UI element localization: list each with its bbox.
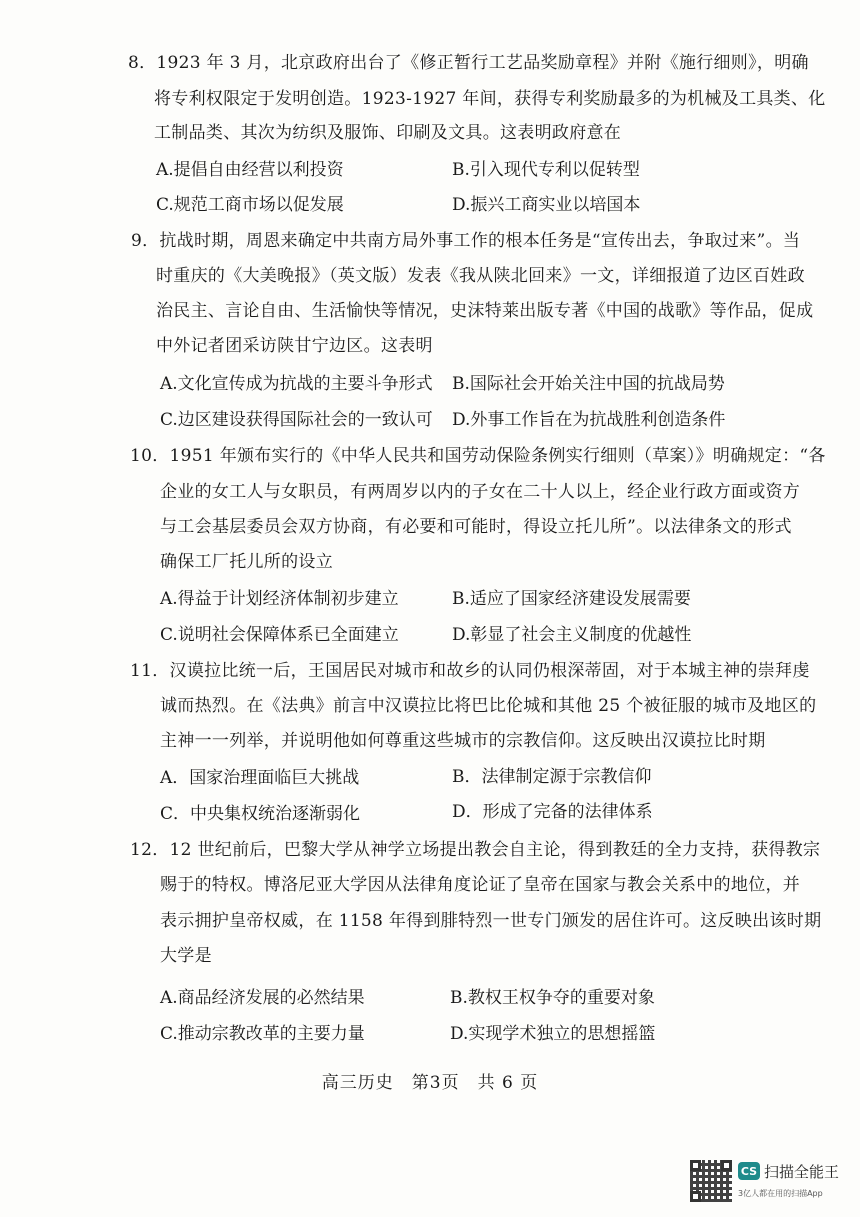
page-footer: 高三历史 第3页 共 6 页 xyxy=(321,1073,539,1093)
q10-option-b: B.适应了国家经济建设发展需要 xyxy=(452,589,691,609)
q8-option-b: B.引入现代专利以促转型 xyxy=(452,160,640,180)
q12-option-d: D.实现学术独立的思想摇篮 xyxy=(450,1024,656,1044)
q9-option-d: D.外事工作旨在为抗战胜利创造条件 xyxy=(452,410,726,430)
q9-line-3: 治民主、言论自由、生活愉快等情况，史沫特莱出版专著《中国的战歌》等作品，促成 xyxy=(156,301,814,321)
q8-line-1: 8．1923 年 3 月，北京政府出台了《修正暂行工艺品奖励章程》并附《施行细则》，明确 xyxy=(128,53,809,73)
q9-line-1: 9．抗战时期，周恩来确定中共南方局外事工作的根本任务是“宣传出去，争取过来”。当 xyxy=(131,231,801,251)
q10-option-d: D.彰显了社会主义制度的优越性 xyxy=(452,625,692,645)
q11-option-c: C．中央集权统治逐渐弱化 xyxy=(160,804,361,824)
q11-line-1: 11．汉谟拉比统一后，王国居民对城市和故乡的认同仍根深蒂固，对于本城主神的崇拜虔 xyxy=(130,661,810,681)
q10-line-2: 企业的女工人与女职员，有两周岁以内的子女在二十人以上，经企业行政方面或资方 xyxy=(160,482,801,502)
q8-option-c: C.规范工商市场以促发展 xyxy=(156,195,344,215)
q12-option-a: A.商品经济发展的必然结果 xyxy=(160,988,365,1008)
q10-line-4: 确保工厂托儿所的设立 xyxy=(160,552,333,572)
q9-line-4: 中外记者团采访陕甘宁边区。这表明 xyxy=(156,336,433,356)
q10-line-3: 与工会基层委员会双方协商，有必要和可能时，得设立托儿所”。以法律条文的形式 xyxy=(160,517,792,537)
q8-option-d: D.振兴工商实业以培国本 xyxy=(452,195,641,215)
q9-line-2: 时重庆的《大美晚报》（英文版）发表《我从陕北回来》一文，详细报道了边区百姓政 xyxy=(156,266,805,286)
q8-line-2: 将专利权限定于发明创造。1923-1927 年间，获得专利奖励最多的为机械及工具类、化 xyxy=(154,89,826,109)
q11-line-2: 诚而热烈。在《法典》前言中汉谟拉比将巴比伦城和其他 25 个被征服的城市及地区的 xyxy=(160,696,817,716)
q12-line-1: 12．12 世纪前后，巴黎大学从神学立场提出教会自主论，得到教廷的全力支持，获得教宗 xyxy=(130,840,821,860)
q11-option-d: D．形成了完备的法律体系 xyxy=(452,802,653,822)
q11-option-a: A．国家治理面临巨大挑战 xyxy=(160,768,360,788)
q9-option-b: B.国际社会开始关注中国的抗战局势 xyxy=(452,374,725,394)
q10-option-c: C.说明社会保障体系已全面建立 xyxy=(160,625,399,645)
qr-code-icon xyxy=(690,1160,732,1202)
scanner-tagline: 3亿人都在用的扫描App xyxy=(738,1189,823,1198)
q10-option-a: A.得益于计划经济体制初步建立 xyxy=(160,589,399,609)
q11-option-b: B．法律制定源于宗教信仰 xyxy=(452,767,652,787)
q9-option-a: A.文化宣传成为抗战的主要斗争形式 xyxy=(160,374,433,394)
q10-line-1: 10．1951 年颁布实行的《中华人民共和国劳动保险条例实行细则（草案）》明确规定：“各 xyxy=(130,446,826,466)
q12-line-4: 大学是 xyxy=(160,946,212,966)
q12-line-3: 表示拥护皇帝权威，在 1158 年得到腓特烈一世专门颁发的居住许可。这反映出该时期 xyxy=(160,911,822,931)
q12-line-2: 赐于的特权。博洛尼亚大学因从法律角度论证了皇帝在国家与教会关系中的地位，并 xyxy=(160,875,801,895)
camscanner-logo-icon: CS xyxy=(738,1162,760,1180)
q9-option-c: C.边区建设获得国际社会的一致认可 xyxy=(160,410,433,430)
q12-option-b: B.教权王权争夺的重要对象 xyxy=(450,988,655,1008)
q8-line-3: 工制品类、其次为纺织及服饰、印刷及文具。这表明政府意在 xyxy=(154,123,622,143)
q8-option-a: A.提倡自由经营以利投资 xyxy=(156,160,344,180)
scanner-app-name: 扫描全能王 xyxy=(764,1163,840,1181)
q11-line-3: 主神一一列举，并说明他如何尊重这些城市的宗教信仰。这反映出汉谟拉比时期 xyxy=(160,731,766,751)
q12-option-c: C.推动宗教改革的主要力量 xyxy=(160,1024,365,1044)
